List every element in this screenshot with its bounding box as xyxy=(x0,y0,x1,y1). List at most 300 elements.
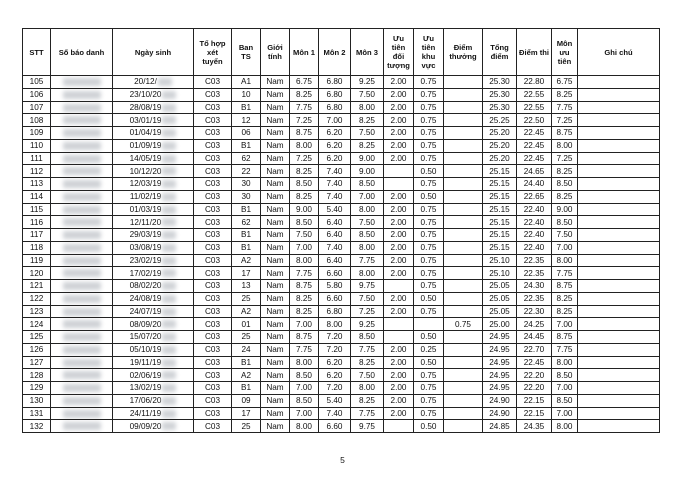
date-of-birth-text: 17/02/19 xyxy=(129,268,162,278)
cell-so-bao-danh xyxy=(51,88,113,101)
cell-ngay-sinh xyxy=(113,369,194,382)
cell-tong-diem: 25.20 xyxy=(483,127,517,140)
cell-mon-2: 6.80 xyxy=(319,101,351,114)
cell-gioi-tinh: Nam xyxy=(261,280,290,293)
cell-diem-thi: 22.20 xyxy=(517,382,552,395)
cell-mon-3: 8.00 xyxy=(351,203,384,216)
redacted-birth-year xyxy=(162,269,176,277)
cell-uu-tien-doi-tuong: 2.00 xyxy=(384,254,414,267)
cell-diem-thuong: 0.75 xyxy=(444,318,483,331)
cell-mon-3: 7.50 xyxy=(351,127,384,140)
cell-diem-thuong xyxy=(444,369,483,382)
cell-to-hop: C03 xyxy=(194,101,232,114)
cell-mon-1: 8.00 xyxy=(290,420,319,433)
cell-so-bao-danh xyxy=(51,216,113,229)
cell-gioi-tinh: Nam xyxy=(261,394,290,407)
redacted-candidate-number xyxy=(63,91,101,99)
cell-ban-ts: B1 xyxy=(232,203,261,216)
cell-stt: 116 xyxy=(23,216,51,229)
table-row xyxy=(23,101,660,114)
cell-mon-3: 7.75 xyxy=(351,343,384,356)
cell-uu-tien-khu-vuc: 0.75 xyxy=(414,139,444,152)
cell-uu-tien-khu-vuc: 0.50 xyxy=(414,165,444,178)
redacted-birth-year xyxy=(162,359,176,367)
cell-diem-thuong xyxy=(444,216,483,229)
cell-diem-thuong xyxy=(444,356,483,369)
cell-stt: 123 xyxy=(23,305,51,318)
cell-stt: 112 xyxy=(23,165,51,178)
redacted-candidate-number xyxy=(63,104,101,112)
cell-ban-ts: 10 xyxy=(232,88,261,101)
cell-to-hop: C03 xyxy=(194,241,232,254)
table-row xyxy=(23,318,660,331)
cell-to-hop: C03 xyxy=(194,305,232,318)
cell-mon-uu-tien: 8.50 xyxy=(552,369,578,382)
date-of-birth-text: 28/08/19 xyxy=(129,102,162,112)
cell-ngay-sinh xyxy=(113,305,194,318)
cell-ghi-chu xyxy=(578,216,660,229)
cell-uu-tien-khu-vuc: 0.75 xyxy=(414,76,444,89)
redacted-birth-year xyxy=(162,231,176,239)
cell-uu-tien-doi-tuong: 2.00 xyxy=(384,267,414,280)
cell-diem-thuong xyxy=(444,101,483,114)
cell-tong-diem: 25.05 xyxy=(483,305,517,318)
cell-mon-2: 6.40 xyxy=(319,216,351,229)
header-mon-1: Môn 1 xyxy=(290,29,319,76)
header-diem-thuong: Điểm thưởng xyxy=(444,29,483,76)
cell-stt: 126 xyxy=(23,343,51,356)
redacted-candidate-number xyxy=(63,180,101,188)
redacted-birth-year xyxy=(162,91,176,99)
cell-gioi-tinh: Nam xyxy=(261,356,290,369)
cell-to-hop: C03 xyxy=(194,190,232,203)
table-row xyxy=(23,280,660,293)
redacted-birth-year xyxy=(162,129,176,137)
cell-so-bao-danh xyxy=(51,203,113,216)
cell-gioi-tinh: Nam xyxy=(261,331,290,344)
date-of-birth-text: 19/11/19 xyxy=(129,357,162,367)
table-row xyxy=(23,88,660,101)
cell-diem-thuong xyxy=(444,229,483,242)
cell-tong-diem: 24.95 xyxy=(483,382,517,395)
redacted-candidate-number xyxy=(63,116,101,124)
cell-stt: 107 xyxy=(23,101,51,114)
cell-stt: 122 xyxy=(23,292,51,305)
cell-mon-3: 7.75 xyxy=(351,407,384,420)
cell-ghi-chu xyxy=(578,331,660,344)
cell-diem-thi: 22.80 xyxy=(517,76,552,89)
cell-ban-ts: 12 xyxy=(232,114,261,127)
date-of-birth-text: 13/02/19 xyxy=(129,383,162,393)
date-of-birth-text: 29/03/19 xyxy=(129,230,162,240)
cell-ban-ts: 17 xyxy=(232,267,261,280)
date-of-birth-text: 09/09/20 xyxy=(129,421,162,431)
cell-mon-2: 6.60 xyxy=(319,292,351,305)
cell-to-hop: C03 xyxy=(194,318,232,331)
cell-mon-1: 7.25 xyxy=(290,152,319,165)
cell-ban-ts: A2 xyxy=(232,305,261,318)
table-row xyxy=(23,420,660,433)
header-so-bao-danh: Số báo danh xyxy=(51,29,113,76)
redacted-birth-year xyxy=(158,78,172,86)
cell-ghi-chu xyxy=(578,356,660,369)
cell-stt: 110 xyxy=(23,139,51,152)
cell-uu-tien-doi-tuong: 2.00 xyxy=(384,101,414,114)
cell-uu-tien-doi-tuong: 2.00 xyxy=(384,216,414,229)
cell-gioi-tinh: Nam xyxy=(261,101,290,114)
table-row xyxy=(23,178,660,191)
cell-gioi-tinh: Nam xyxy=(261,267,290,280)
cell-ngay-sinh xyxy=(113,216,194,229)
cell-gioi-tinh: Nam xyxy=(261,216,290,229)
cell-gioi-tinh: Nam xyxy=(261,178,290,191)
cell-mon-uu-tien: 7.00 xyxy=(552,318,578,331)
redacted-candidate-number xyxy=(63,282,101,290)
cell-stt: 130 xyxy=(23,394,51,407)
cell-tong-diem: 25.15 xyxy=(483,190,517,203)
cell-so-bao-danh xyxy=(51,152,113,165)
cell-so-bao-danh xyxy=(51,331,113,344)
cell-mon-3: 8.00 xyxy=(351,101,384,114)
cell-uu-tien-doi-tuong: 2.00 xyxy=(384,127,414,140)
cell-ghi-chu xyxy=(578,203,660,216)
cell-stt: 109 xyxy=(23,127,51,140)
cell-uu-tien-doi-tuong: 2.00 xyxy=(384,369,414,382)
cell-mon-uu-tien: 8.00 xyxy=(552,356,578,369)
cell-gioi-tinh: Nam xyxy=(261,382,290,395)
cell-uu-tien-khu-vuc: 0.75 xyxy=(414,152,444,165)
cell-mon-1: 8.50 xyxy=(290,178,319,191)
cell-mon-3: 8.25 xyxy=(351,139,384,152)
cell-uu-tien-khu-vuc: 0.25 xyxy=(414,343,444,356)
table-row xyxy=(23,139,660,152)
cell-diem-thi: 22.40 xyxy=(517,229,552,242)
cell-so-bao-danh xyxy=(51,229,113,242)
cell-uu-tien-doi-tuong xyxy=(384,165,414,178)
cell-ghi-chu xyxy=(578,127,660,140)
cell-ghi-chu xyxy=(578,343,660,356)
cell-uu-tien-doi-tuong: 2.00 xyxy=(384,241,414,254)
table-row xyxy=(23,114,660,127)
redacted-candidate-number xyxy=(63,333,101,341)
cell-to-hop: C03 xyxy=(194,216,232,229)
cell-diem-thi: 24.30 xyxy=(517,280,552,293)
cell-ban-ts: B1 xyxy=(232,139,261,152)
cell-mon-3: 7.50 xyxy=(351,216,384,229)
cell-tong-diem: 25.10 xyxy=(483,254,517,267)
cell-mon-uu-tien: 7.00 xyxy=(552,407,578,420)
cell-mon-3: 8.50 xyxy=(351,331,384,344)
cell-mon-1: 7.50 xyxy=(290,229,319,242)
cell-gioi-tinh: Nam xyxy=(261,292,290,305)
cell-uu-tien-doi-tuong: 2.00 xyxy=(384,356,414,369)
date-of-birth-text: 14/05/19 xyxy=(129,153,162,163)
cell-diem-thi: 22.35 xyxy=(517,254,552,267)
cell-mon-1: 8.50 xyxy=(290,369,319,382)
cell-mon-1: 7.75 xyxy=(290,343,319,356)
table-header-row xyxy=(23,29,660,76)
cell-mon-1: 7.00 xyxy=(290,241,319,254)
redacted-candidate-number xyxy=(63,231,101,239)
cell-mon-2: 6.20 xyxy=(319,139,351,152)
cell-to-hop: C03 xyxy=(194,152,232,165)
cell-stt: 131 xyxy=(23,407,51,420)
cell-mon-3: 9.25 xyxy=(351,318,384,331)
table-row xyxy=(23,76,660,89)
cell-mon-3: 8.50 xyxy=(351,178,384,191)
cell-uu-tien-khu-vuc: 0.75 xyxy=(414,305,444,318)
table-row xyxy=(23,305,660,318)
cell-diem-thuong xyxy=(444,394,483,407)
table-body xyxy=(23,76,660,433)
cell-ban-ts: 17 xyxy=(232,407,261,420)
cell-gioi-tinh: Nam xyxy=(261,229,290,242)
cell-diem-thi: 22.15 xyxy=(517,394,552,407)
cell-gioi-tinh: Nam xyxy=(261,127,290,140)
cell-mon-uu-tien: 7.25 xyxy=(552,114,578,127)
cell-ban-ts: 22 xyxy=(232,165,261,178)
cell-uu-tien-doi-tuong: 2.00 xyxy=(384,407,414,420)
cell-gioi-tinh: Nam xyxy=(261,165,290,178)
cell-to-hop: C03 xyxy=(194,229,232,242)
cell-ghi-chu xyxy=(578,394,660,407)
cell-ban-ts: B1 xyxy=(232,101,261,114)
header-to-hop: Tổ hợp xét tuyển xyxy=(194,29,232,76)
cell-ngay-sinh xyxy=(113,190,194,203)
table-row xyxy=(23,229,660,242)
cell-diem-thuong xyxy=(444,420,483,433)
redacted-candidate-number xyxy=(63,410,101,418)
date-of-birth-text: 23/02/19 xyxy=(129,255,162,265)
cell-mon-uu-tien: 7.00 xyxy=(552,241,578,254)
cell-mon-1: 8.00 xyxy=(290,139,319,152)
cell-mon-uu-tien: 8.25 xyxy=(552,292,578,305)
cell-to-hop: C03 xyxy=(194,280,232,293)
cell-uu-tien-khu-vuc xyxy=(414,318,444,331)
cell-tong-diem: 25.05 xyxy=(483,292,517,305)
cell-mon-2: 7.40 xyxy=(319,241,351,254)
cell-gioi-tinh: Nam xyxy=(261,420,290,433)
cell-mon-3: 7.25 xyxy=(351,305,384,318)
redacted-candidate-number xyxy=(63,193,101,201)
cell-diem-thuong xyxy=(444,127,483,140)
cell-ngay-sinh xyxy=(113,382,194,395)
table-row xyxy=(23,369,660,382)
table-row xyxy=(23,356,660,369)
redacted-candidate-number xyxy=(63,167,101,175)
cell-diem-thuong xyxy=(444,254,483,267)
redacted-candidate-number xyxy=(63,397,101,405)
cell-mon-1: 8.75 xyxy=(290,280,319,293)
cell-ghi-chu xyxy=(578,267,660,280)
cell-uu-tien-khu-vuc: 0.75 xyxy=(414,267,444,280)
cell-mon-2: 5.80 xyxy=(319,280,351,293)
cell-ghi-chu xyxy=(578,254,660,267)
cell-mon-2: 6.20 xyxy=(319,127,351,140)
cell-diem-thuong xyxy=(444,139,483,152)
cell-stt: 117 xyxy=(23,229,51,242)
cell-mon-uu-tien: 7.75 xyxy=(552,343,578,356)
cell-mon-3: 7.75 xyxy=(351,254,384,267)
cell-ban-ts: 13 xyxy=(232,280,261,293)
cell-diem-thuong xyxy=(444,88,483,101)
cell-uu-tien-doi-tuong xyxy=(384,178,414,191)
cell-diem-thuong xyxy=(444,292,483,305)
cell-so-bao-danh xyxy=(51,190,113,203)
cell-diem-thi: 22.30 xyxy=(517,305,552,318)
redacted-candidate-number xyxy=(63,295,101,303)
cell-mon-1: 8.50 xyxy=(290,216,319,229)
cell-mon-2: 7.20 xyxy=(319,382,351,395)
cell-uu-tien-khu-vuc: 0.75 xyxy=(414,382,444,395)
cell-uu-tien-khu-vuc: 0.50 xyxy=(414,331,444,344)
cell-to-hop: C03 xyxy=(194,254,232,267)
date-of-birth-text: 05/10/19 xyxy=(129,345,162,355)
cell-so-bao-danh xyxy=(51,165,113,178)
cell-ghi-chu xyxy=(578,318,660,331)
cell-mon-3: 8.00 xyxy=(351,267,384,280)
cell-tong-diem: 25.05 xyxy=(483,280,517,293)
cell-mon-uu-tien: 8.75 xyxy=(552,331,578,344)
cell-uu-tien-khu-vuc: 0.50 xyxy=(414,292,444,305)
cell-uu-tien-doi-tuong: 2.00 xyxy=(384,305,414,318)
header-gioi-tinh: Giới tính xyxy=(261,29,290,76)
cell-tong-diem: 25.30 xyxy=(483,88,517,101)
cell-mon-2: 7.00 xyxy=(319,114,351,127)
cell-so-bao-danh xyxy=(51,394,113,407)
cell-mon-3: 9.00 xyxy=(351,152,384,165)
cell-ngay-sinh xyxy=(113,280,194,293)
cell-mon-3: 8.00 xyxy=(351,382,384,395)
cell-to-hop: C03 xyxy=(194,127,232,140)
redacted-candidate-number xyxy=(63,269,101,277)
cell-mon-1: 8.00 xyxy=(290,254,319,267)
cell-to-hop: C03 xyxy=(194,292,232,305)
cell-diem-thi: 22.45 xyxy=(517,139,552,152)
date-of-birth-text: 24/11/19 xyxy=(129,408,162,418)
cell-mon-uu-tien: 7.75 xyxy=(552,101,578,114)
cell-stt: 127 xyxy=(23,356,51,369)
date-of-birth-text: 24/08/19 xyxy=(129,294,162,304)
redacted-candidate-number xyxy=(63,155,101,163)
cell-tong-diem: 25.20 xyxy=(483,152,517,165)
table-row xyxy=(23,152,660,165)
cell-gioi-tinh: Nam xyxy=(261,318,290,331)
cell-ban-ts: A2 xyxy=(232,254,261,267)
redacted-birth-year xyxy=(162,167,176,175)
cell-uu-tien-khu-vuc: 0.75 xyxy=(414,407,444,420)
cell-diem-thuong xyxy=(444,407,483,420)
cell-stt: 129 xyxy=(23,382,51,395)
cell-gioi-tinh: Nam xyxy=(261,114,290,127)
cell-mon-3: 9.75 xyxy=(351,280,384,293)
cell-ghi-chu xyxy=(578,76,660,89)
header-uu-tien-khu-vuc: Ưu tiên khu vực xyxy=(414,29,444,76)
cell-to-hop: C03 xyxy=(194,114,232,127)
cell-ban-ts: 62 xyxy=(232,152,261,165)
cell-ngay-sinh xyxy=(113,127,194,140)
date-of-birth-text: 17/06/20 xyxy=(129,396,162,406)
date-of-birth-text: 02/06/19 xyxy=(129,370,162,380)
cell-mon-1: 8.00 xyxy=(290,356,319,369)
redacted-birth-year xyxy=(162,206,176,214)
cell-mon-uu-tien: 7.75 xyxy=(552,267,578,280)
cell-ghi-chu xyxy=(578,101,660,114)
cell-mon-3: 9.75 xyxy=(351,420,384,433)
cell-so-bao-danh xyxy=(51,114,113,127)
cell-ngay-sinh xyxy=(113,420,194,433)
cell-ghi-chu xyxy=(578,165,660,178)
cell-mon-1: 7.00 xyxy=(290,382,319,395)
header-diem-thi: Điểm thi xyxy=(517,29,552,76)
cell-mon-1: 8.75 xyxy=(290,127,319,140)
cell-so-bao-danh xyxy=(51,292,113,305)
cell-tong-diem: 25.15 xyxy=(483,241,517,254)
cell-uu-tien-khu-vuc: 0.75 xyxy=(414,88,444,101)
cell-diem-thuong xyxy=(444,331,483,344)
cell-mon-3: 7.50 xyxy=(351,292,384,305)
cell-ban-ts: 24 xyxy=(232,343,261,356)
cell-uu-tien-doi-tuong xyxy=(384,420,414,433)
date-of-birth-text: 12/11/20 xyxy=(129,217,162,227)
cell-diem-thuong xyxy=(444,76,483,89)
cell-ghi-chu xyxy=(578,229,660,242)
cell-mon-1: 7.75 xyxy=(290,267,319,280)
cell-ngay-sinh xyxy=(113,407,194,420)
redacted-birth-year xyxy=(162,410,176,418)
redacted-candidate-number xyxy=(63,371,101,379)
cell-mon-uu-tien: 8.50 xyxy=(552,394,578,407)
redacted-candidate-number xyxy=(63,244,101,252)
cell-stt: 120 xyxy=(23,267,51,280)
cell-mon-1: 8.25 xyxy=(290,88,319,101)
cell-to-hop: C03 xyxy=(194,394,232,407)
header-ngay-sinh: Ngày sinh xyxy=(113,29,194,76)
date-of-birth-text: 11/02/19 xyxy=(129,192,162,202)
results-table xyxy=(22,28,660,433)
cell-mon-1: 7.00 xyxy=(290,318,319,331)
table-row xyxy=(23,331,660,344)
cell-stt: 121 xyxy=(23,280,51,293)
cell-tong-diem: 25.15 xyxy=(483,165,517,178)
date-of-birth-text: 03/08/19 xyxy=(129,243,162,253)
cell-diem-thi: 24.25 xyxy=(517,318,552,331)
header-mon-2: Môn 2 xyxy=(319,29,351,76)
cell-ngay-sinh xyxy=(113,88,194,101)
cell-mon-uu-tien: 8.75 xyxy=(552,127,578,140)
cell-so-bao-danh xyxy=(51,127,113,140)
cell-diem-thi: 22.55 xyxy=(517,101,552,114)
cell-gioi-tinh: Nam xyxy=(261,343,290,356)
cell-diem-thuong xyxy=(444,267,483,280)
cell-mon-3: 9.25 xyxy=(351,76,384,89)
cell-gioi-tinh: Nam xyxy=(261,76,290,89)
redacted-birth-year xyxy=(162,193,176,201)
cell-mon-1: 6.75 xyxy=(290,76,319,89)
cell-mon-uu-tien: 8.75 xyxy=(552,280,578,293)
cell-ngay-sinh xyxy=(113,394,194,407)
cell-diem-thi: 22.70 xyxy=(517,343,552,356)
cell-diem-thi: 22.40 xyxy=(517,203,552,216)
header-stt: STT xyxy=(23,29,51,76)
table-row xyxy=(23,394,660,407)
cell-gioi-tinh: Nam xyxy=(261,241,290,254)
cell-so-bao-danh xyxy=(51,254,113,267)
cell-uu-tien-doi-tuong: 2.00 xyxy=(384,203,414,216)
cell-diem-thi: 22.55 xyxy=(517,88,552,101)
cell-diem-thi: 24.45 xyxy=(517,331,552,344)
cell-mon-uu-tien: 8.25 xyxy=(552,190,578,203)
